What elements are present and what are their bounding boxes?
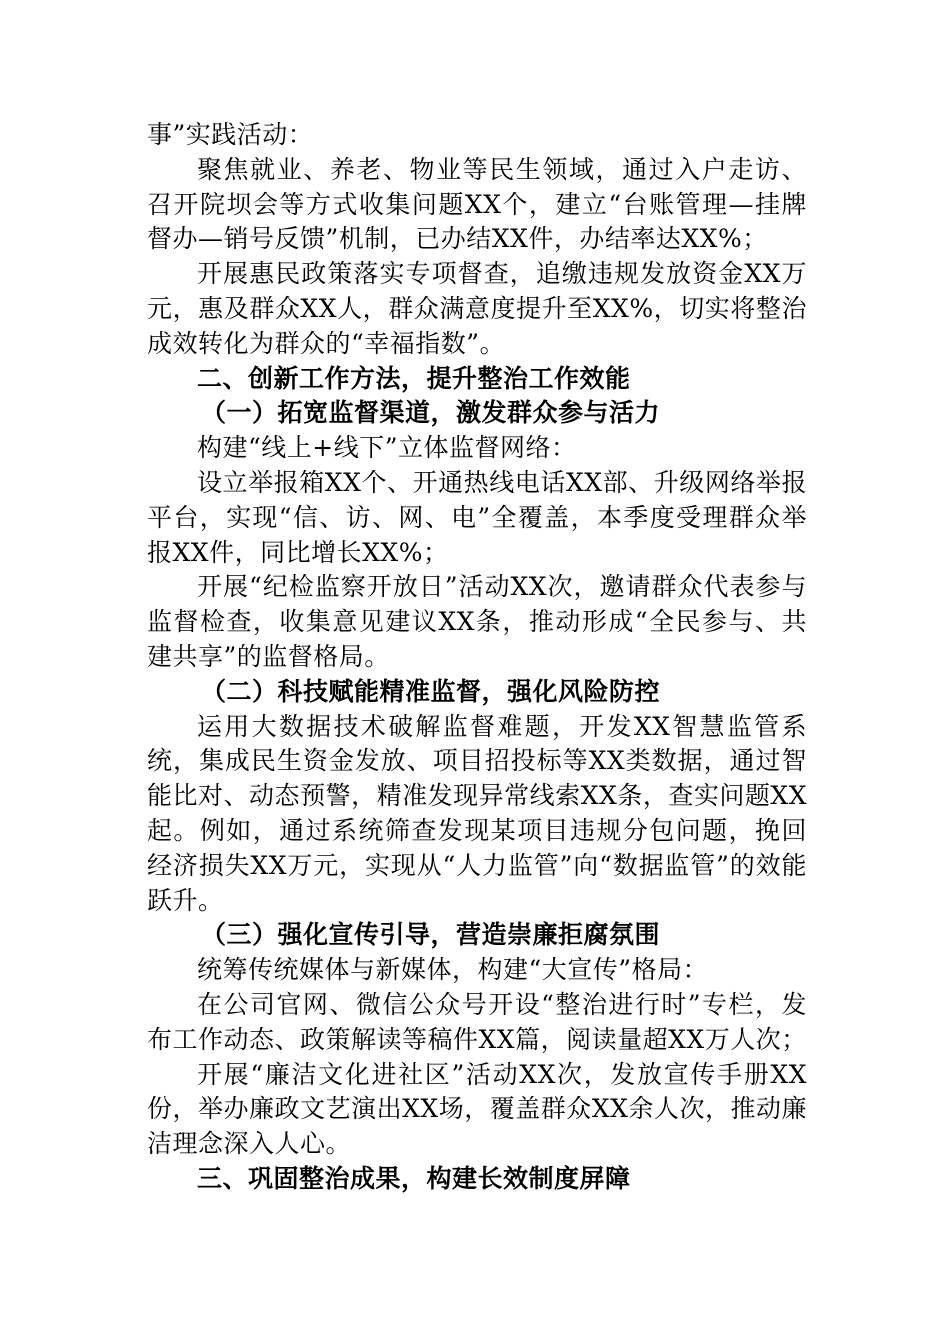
paragraph: 聚焦就业、养老、物业等民生领域，通过入户走访、召开院坝会等方式收集问题XX个，建立“台账管理—挂牌督办—销号反馈”机制，已办结XX件，办结率达XX%； <box>147 154 807 254</box>
paragraph: 开展“纪检监察开放日”活动XX次，邀请群众代表参与监督检查，收集意见建议XX条，推动形成“全民参与、共建共享”的监督格局。 <box>147 572 807 671</box>
paragraph: 运用大数据技术破解监督难题，开发XX智慧监管系统，集成民生资金发放、项目招投标等XX类数据，通过智能比对、动态预警，精准发现异常线索XX条，查实问题XX起。例如，通过系统筛查发现某项目违规分包问题，挽回经济损失XX万元，实现从“人力监管”向“数据监管”的效能跃升。 <box>147 711 807 915</box>
document-body <box>147 118 807 1197</box>
subsection-heading: （三）强化宣传引导，营造崇廉拒腐氛围 <box>201 920 661 950</box>
paragraph: 统筹传统媒体与新媒体，构建“大宣传”格局： <box>197 955 709 985</box>
paragraph: 开展惠民政策落实专项督查，追缴违规发放资金XX万元，惠及群众XX人，群众满意度提升至XX%，切实将整治成效转化为群众的“幸福指数”。 <box>147 259 807 358</box>
paragraph: 开展“廉洁文化进社区”活动XX次，发放宣传手册XX份，举办廉政文艺演出XX场，覆盖群众XX余人次，推动廉洁理念深入人心。 <box>147 1059 807 1159</box>
section-heading: 二、创新工作方法，提升整治工作效能 <box>197 363 631 393</box>
subsection-heading: （一）拓宽监督渠道，激发群众参与活力 <box>201 398 661 428</box>
paragraph: 构建“线上+线下”立体监督网络： <box>197 433 577 463</box>
paragraph: 在公司官网、微信公众号开设“整治进行时”专栏，发布工作动态、政策解读等稿件XX篇，阅读量超XX万人次； <box>147 989 807 1054</box>
subsection-heading: （二）科技赋能精准监督，强化风险防控 <box>201 676 661 706</box>
paragraph: 设立举报箱XX个、开通热线电话XX部、升级网络举报平台，实现“信、访、网、电”全覆盖，本季度受理群众举报XX件，同比增长XX%； <box>147 467 807 567</box>
paragraph: 事”实践活动： <box>147 120 314 149</box>
section-heading: 三、巩固整治成果，构建长效制度屏障 <box>197 1163 631 1193</box>
